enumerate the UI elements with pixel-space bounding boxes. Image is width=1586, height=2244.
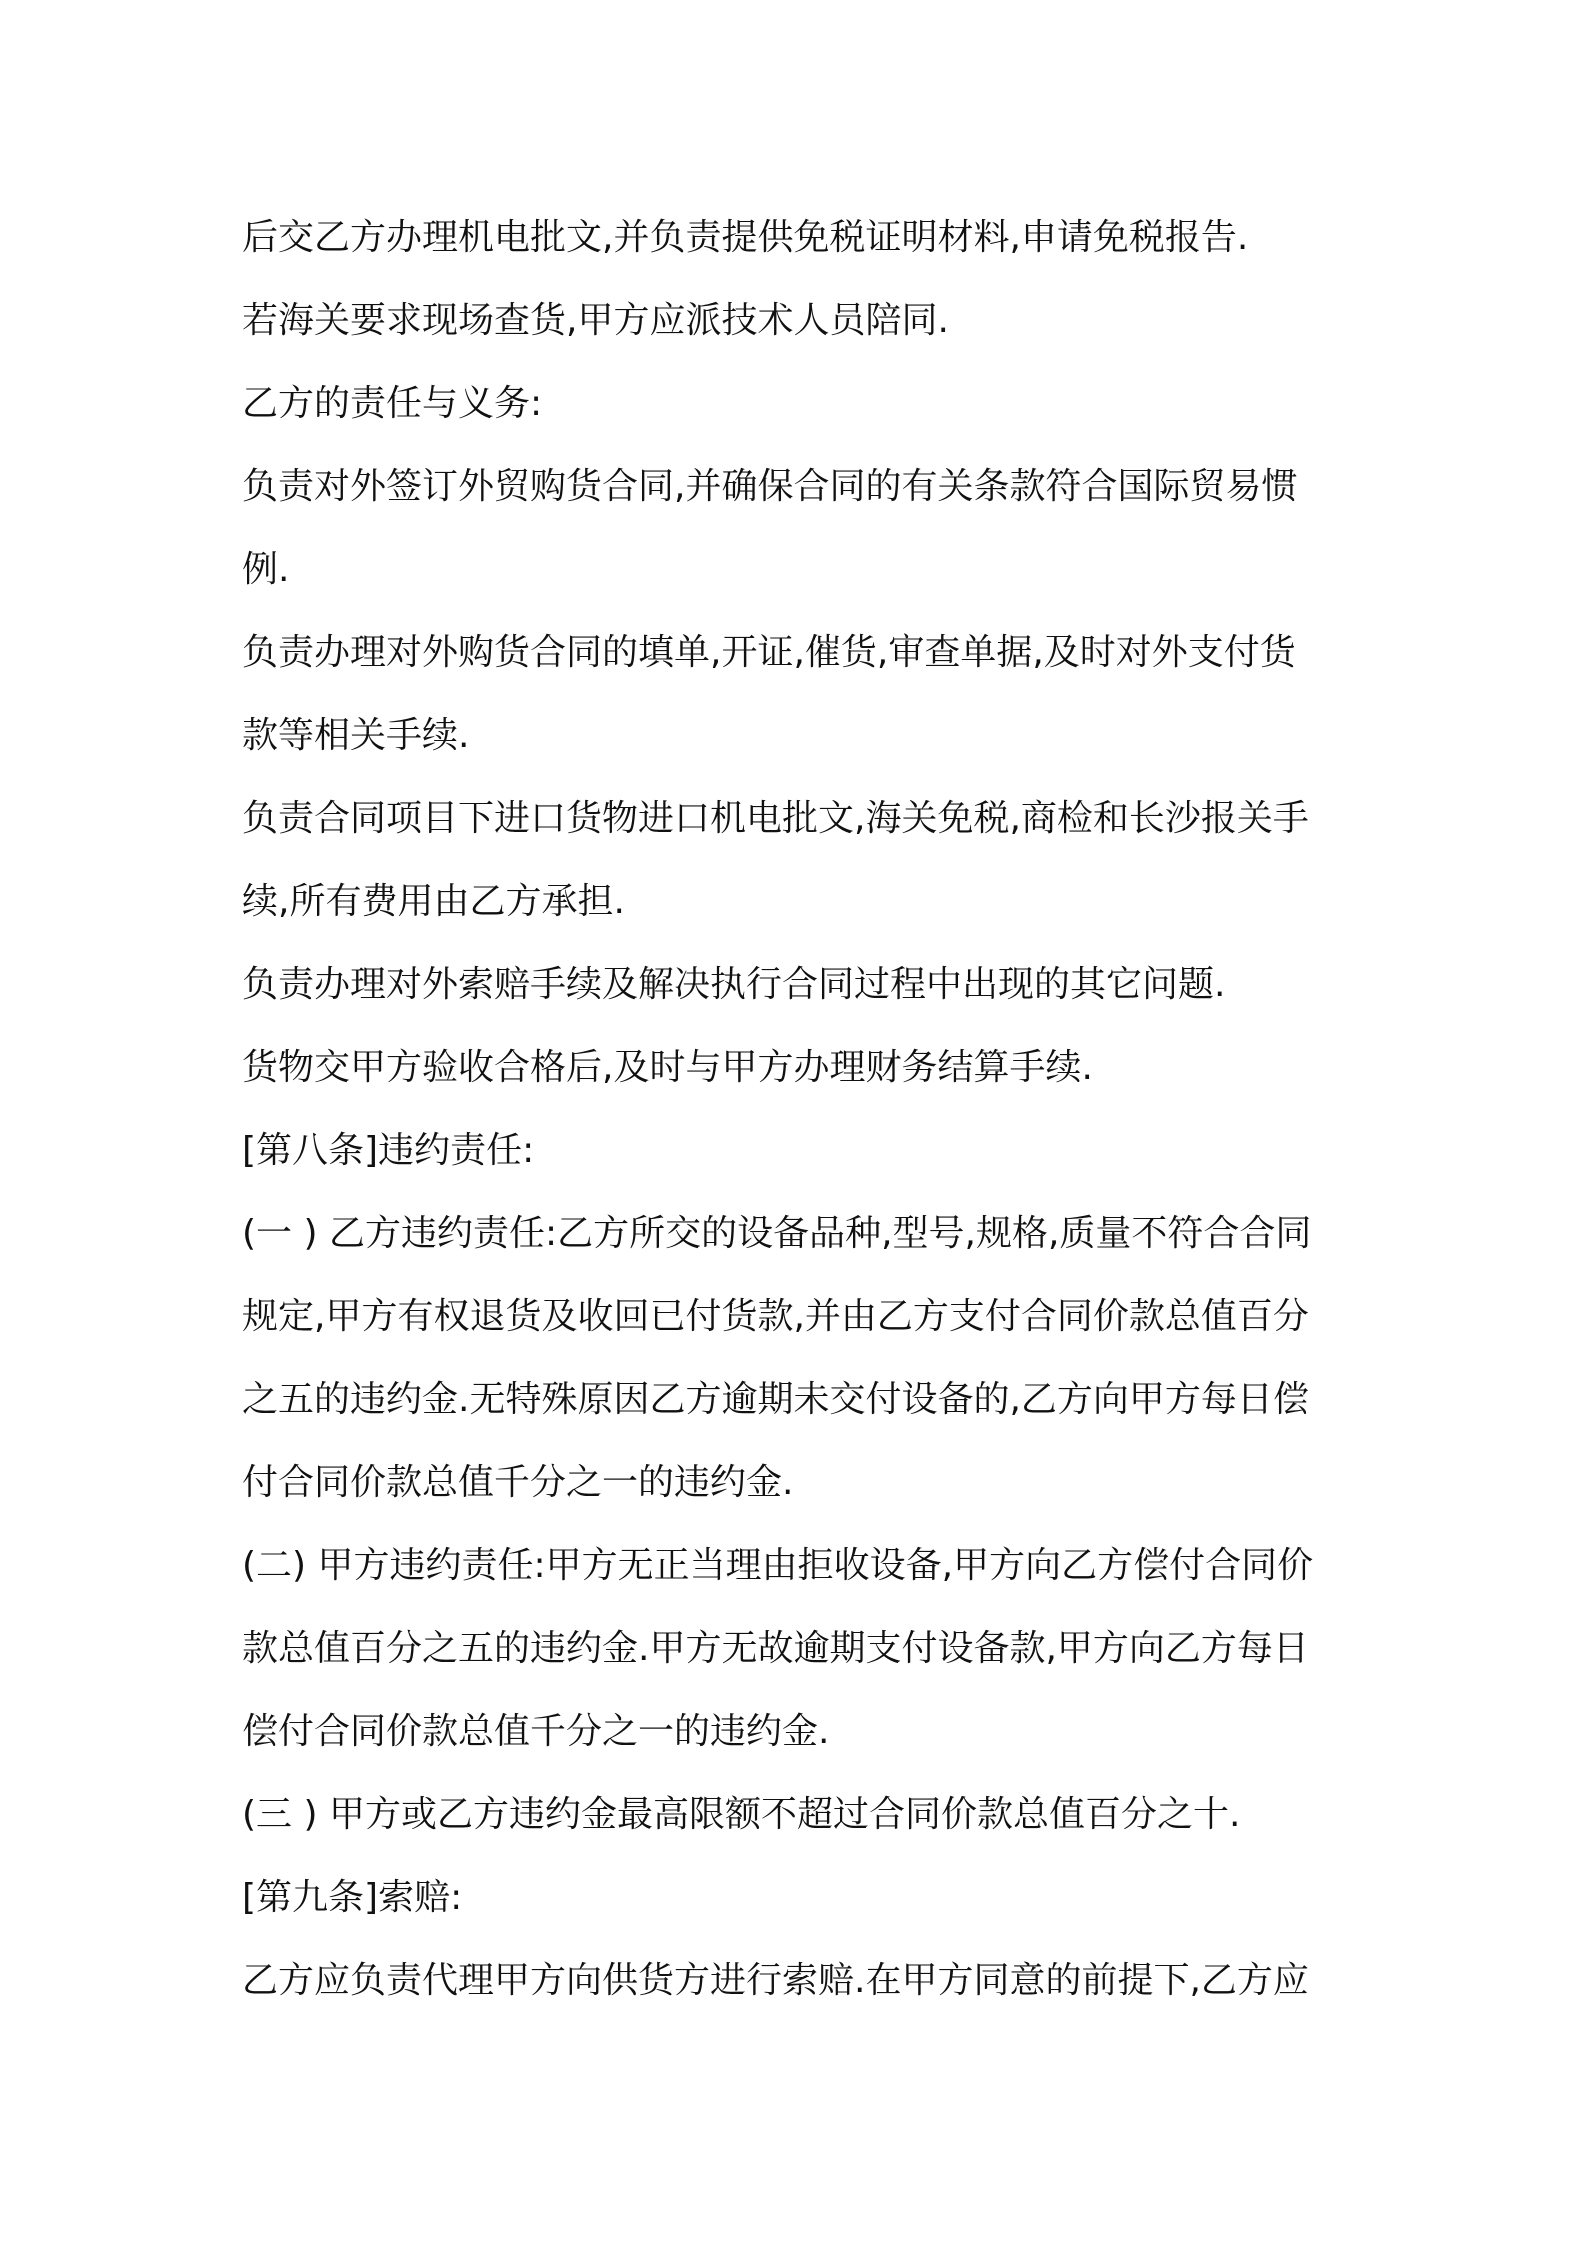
text-line: (二) 甲方违约责任:甲方无正当理由拒收设备,甲方向乙方偿付合同价 [242,1545,1314,1586]
text-line: 款等相关手续. [242,715,470,756]
text-line: 负责办理对外购货合同的填单,开证,催货,审查单据,及时对外支付货 [242,632,1296,673]
text-line: 款总值百分之五的违约金.甲方无故逾期支付设备款,甲方向乙方每日 [242,1628,1309,1669]
text-line: 偿付合同价款总值千分之一的违约金. [242,1711,830,1752]
text-line: 负责合同项目下进口货物进口机电批文,海关免税,商检和长沙报关手 [242,798,1309,839]
text-line: 乙方应负责代理甲方向供货方进行索赔.在甲方同意的前提下,乙方应 [242,1960,1309,2001]
article-heading: [第九条]索赔: [242,1877,463,1918]
text-line: 负责办理对外索赔手续及解决执行合同过程中出现的其它问题. [242,964,1226,1005]
text-line: 续,所有费用由乙方承担. [242,881,625,922]
text-line: 若海关要求现场查货,甲方应派技术人员陪同. [242,300,949,341]
document-body [242,196,1362,2022]
text-line: 例. [242,549,290,590]
text-line: (三 ) 甲方或乙方违约金最高限额不超过合同价款总值百分之十. [242,1794,1241,1835]
article-heading: [第八条]违约责任: [242,1130,535,1171]
text-line: (一 ) 乙方违约责任:乙方所交的设备品种,型号,规格,质量不符合合同 [242,1213,1312,1254]
text-line: 规定,甲方有权退货及收回已付货款,并由乙方支付合同价款总值百分 [242,1296,1309,1337]
text-line: 付合同价款总值千分之一的违约金. [242,1462,794,1503]
text-line: 负责对外签订外贸购货合同,并确保合同的有关条款符合国际贸易惯 [242,466,1298,507]
text-line: 后交乙方办理机电批文,并负责提供免税证明材料,申请免税报告. [242,217,1249,258]
text-line: 货物交甲方验收合格后,及时与甲方办理财务结算手续. [242,1047,1093,1088]
text-line: 之五的违约金.无特殊原因乙方逾期未交付设备的,乙方向甲方每日偿 [242,1379,1309,1420]
section-heading: 乙方的责任与义务: [242,383,543,424]
